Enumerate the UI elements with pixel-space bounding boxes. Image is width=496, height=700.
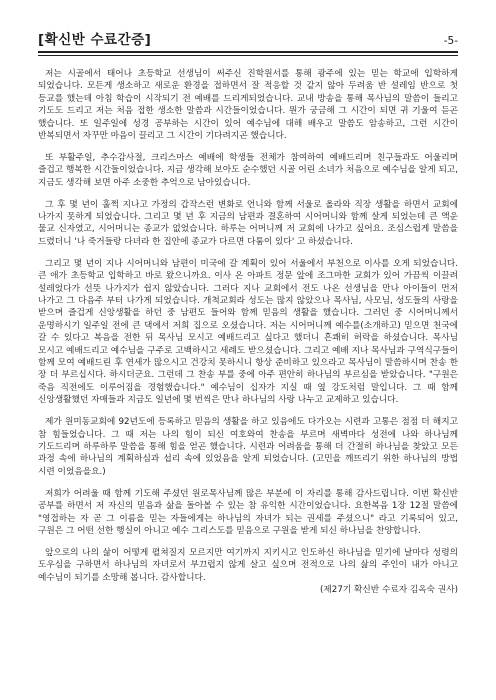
page-header [38,31,458,55]
paragraph-2: 또 부활주일, 추수감사절, 크리스마스 예배에 학생들 전체가 참여하여 예배드리며 친구들과도 어울리며 즐겁고 행복한 시간들이었습니다. 지금 생각해 보아도 순수했던 시골 어린 소녀가 처음으로 예수님을 알게 되고, 지금도 생각해 보면 아주 소중한 추억으로 남아있습니다. [38,152,458,188]
paragraph-4: 그리고 몇 년이 지나 시어머니와 남편이 미국에 갈 계획이 있어 서울에서 부천으로 이사를 오게 되었습니다. 큰 애가 초등학교 입학하고 바로 왔으니까요. 이사 온 아파트 정문 앞에 조그마한 교회가 있어 가끔씩 이끌려 설레었다가 선뜻 나가지가 쉽지 않았습니다. 그러다 지나 교회에서 전도 나온 선생님을 만나 아이들이 먼저 나가고 그 다음주 부터 나가게 되었습니다. 개척교회라 성도는 많지 않았으나 목사님, 사모님, 성도들의 사랑을 받으며 즐겁게 신앙생활을 하던 중 남편도 들어와 함께 믿음의 생활을 했습니다. 그러던 중 시어머니께서 운명하시기 일주일 전에 큰 댁에서 저희 집으로 오셨습니다. 저는 시어머니께 예수를(소개하고) 믿으면 천국에 갈 수 있다고 복음을 전한 뒤 목사님 모시고 예배드리고 싶다고 했더니 흔쾌히 허락을 하셨습니다. 목사님 모시고 예배드리고 예수님을 구주로 고백하시고 세례도 받으셨습니다. 그리고 예배 지나 목사님과 구역식구들이 함께 모여 예배드린 후 연세가 많으시고 건강치 못하시니 항상 준비하고 있으라고 목사님이 말씀하시며 찬송 한 장 더 부르십시다. 하시더군요. 그런데 그 찬송 부를 중에 아주 편안히 하나님의 부르심을 받았습니다. "구원은 죽음 직전에도 이루어짐을 경험했습니다." 예수님이 십자가 지실 때 옆 강도처럼 말입니다. 그 때 함께 신앙생활했던 자매들과 지금도 일년에 몇 번씩은 만나 하나님의 사랑 나누고 교제하고 있습니다. [38,258,458,406]
testimony-body [38,68,458,683]
header-divider-thin [38,55,458,56]
author-signature: (제27기 확신반 수료자 김옥숙 권사) [320,585,458,596]
paragraph-3: 그 후 몇 년이 훌쩍 지나고 가정의 갑작스런 변화로 언니와 함께 서울로 올라와 직장 생활을 하면서 교회에 나가지 못하게 되었습니다. 그리고 몇 년 후 지금의 남편과 결혼하여 시어머니와 함께 살게 되었는데 큰 액운 물교 신자였고, 시어머니는 종교가 없었습니다. 하루는 어머니께 저 교회에 나가고 싶어요. 조심스럽게 말씀을 드렸더니 '나 죽거들랑 다녀라 한 집안에 종교가 다르면 다툼이 있다' 고 하셨습니다. [38,199,458,247]
header-divider-thick [38,51,458,53]
section-title: [확신반 수료간증] [38,32,152,48]
paragraph-6: 저희가 어려울 때 함께 기도해 주셨던 원로목사님께 많은 부분에 이 자리를 통해 감사드립니다. 이번 확신반 공부를 하면서 저 자신의 믿음과 삶을 돌아볼 수 있는 참 유익한 시간이었습니다. 요한복음 1장 12절 말씀에 "영접하는 자 곧 그 이름을 믿는 자들에게는 하나님의 자녀가 되는 권세를 주셨으니" 라고 기록되어 있고, 구원은 그 어떤 선한 행실이 아니고 예수 그리스도를 믿음으로 구원을 받게 되신 하나님을 찬양합니다. [38,488,458,536]
paragraph-5: 제가 원미동교회에 92년도에 등록하고 믿음의 생활을 하고 있음에도 다가오는 시련과 고통은 점점 더 해지고 참 힘들었습니다. 그 때 저는 나의 힘이 되신 여호와여 찬송을 부르며 새벽마다 성전에 나와 하나님께 기도드리며 하루하루 말씀을 통해 힘을 얻곤 했습니다. 시련과 어려움을 통해 더 간절히 하나님을 찾았고 모든 과정 속에 하나님의 계획하심과 섭리 속에 있었음을 알게 되었습니다. (고민을 깨뜨리기 위한 하나님의 방법 시련 이었음을요.) [38,417,458,477]
paragraph-7: 앞으로의 나의 삶이 어떻게 펼쳐질지 모르지만 여기까지 지키시고 인도하신 하나님을 믿기에 날마다 성령의 도우심을 구하면서 하나님의 자녀로서 부끄럽지 않게 살고 싶으며 전적으로 나의 삶의 주인이 내가 아니고 예수님이 되기를 소망해 봅니다. 감사합니다. [38,547,458,583]
page-number: -5- [443,35,458,47]
paragraph-1: 저는 시골에서 태어나 초등학교 선생님이 써주신 진학원서를 통해 광주에 있는 믿는 학교에 입학하게 되었습니다. 모든게 생소하고 새로운 환경을 접하면서 잘 적응할 것 같지 않아 두려움 반 설레임 반으로 첫 등교를 했는데 아침 학습이 시작되기 전 예배를 드리게되었습니다. 교내 방송을 통해 목사님의 말씀이 들리고 기도도 드리고 저는 처음 접한 생소한 말씀과 시간들이었습니다. 뭔가 궁금해 그 시간이 되면 귀 기울여 듣곤 했습니다. 또 일주일에 성경 공부하는 시간이 있어 예수님에 대해 배우고 말씀도 암송하고, 그런 시간이 반복되면서 자꾸만 마음이 끌리고 그 시간이 기다려지곤 했습니다. [38,69,458,142]
